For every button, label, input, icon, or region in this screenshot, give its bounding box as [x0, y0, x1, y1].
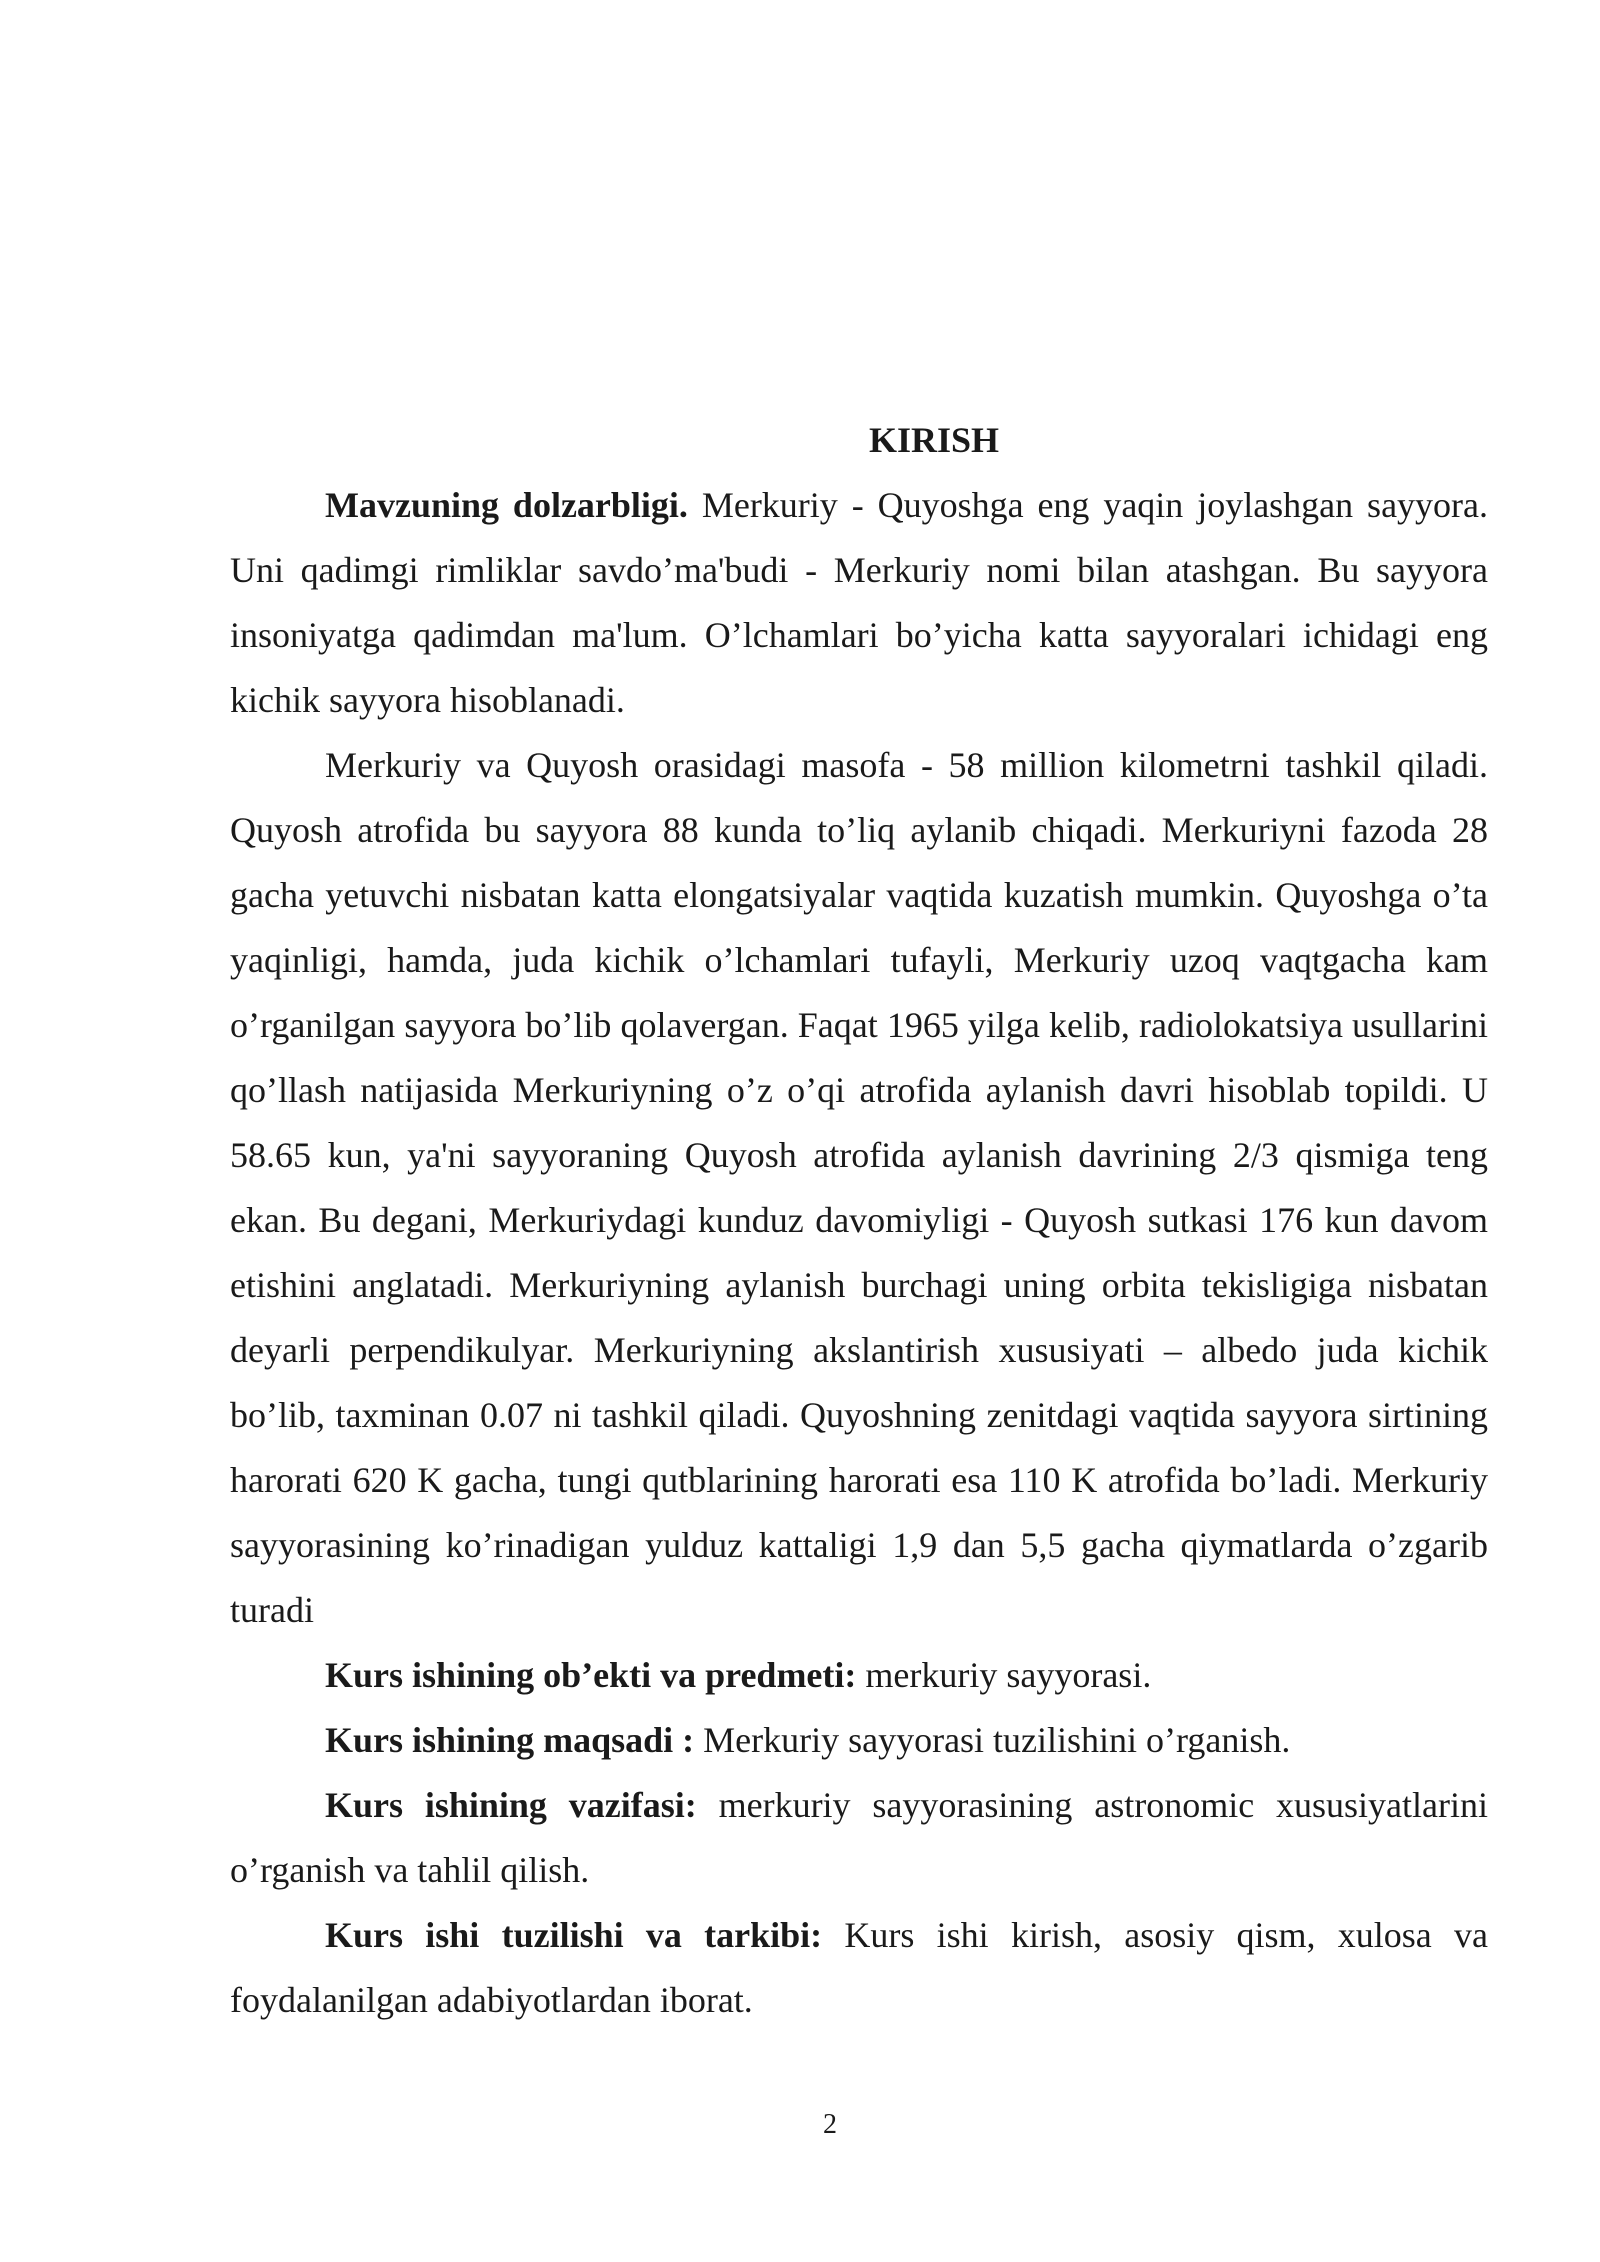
paragraph-relevance: [230, 473, 1488, 733]
paragraph-text: merkuriy sayyorasi.: [856, 1655, 1152, 1695]
page-content: [230, 408, 1488, 2033]
paragraph-text: Merkuriy sayyorasi tuzilishini o’rganish.: [694, 1720, 1291, 1760]
page-number: 2: [823, 2109, 837, 2140]
paragraph-object-subject: [230, 1643, 1488, 1708]
paragraph-text: merkuriy sayyorasining astronomic xususiyatlarini o’rganish va tahlil qilish.: [230, 1785, 1488, 1890]
paragraph-mercury-facts: [230, 733, 1488, 1643]
paragraph-text: Merkuriy - Quyoshga eng yaqin joylashgan sayyora. Uni qadimgi rimliklar savdo’ma'budi - Merkuriy nomi bilan atashgan. Bu sayyora insoniyatga qadimdan ma'lum. O’lchamlari bo’yicha katta sayyoralari ichidagi eng kichik sayyora hisoblanadi.: [230, 485, 1489, 720]
paragraph-lead: Kurs ishining maqsadi :: [325, 1720, 695, 1760]
paragraph-goal: [230, 1708, 1488, 1773]
paragraph-lead: Kurs ishining vazifasi:: [325, 1785, 697, 1825]
paragraph-lead: Mavzuning dolzarbligi.: [325, 485, 688, 525]
paragraph-lead: Kurs ishi tuzilishi va tarkibi:: [325, 1915, 823, 1955]
paragraph-structure: [230, 1903, 1488, 2033]
paragraph-text: Merkuriy va Quyosh orasidagi masofa - 58 million kilometrni tashkil qiladi. Quyosh atrofida bu sayyora 88 kunda to’liq aylanib chiqadi. Merkuriyni fazoda 28 gacha yetuvchi nisbatan katta elongatsiyalar vaqtida kuzatish mumkin. Quyoshga o’ta yaqinligi, hamda, juda kichik o’lchamlari tufayli, Merkuriy uzoq vaqtgacha kam o’rganilgan sayyora bo’lib qolavergan. Faqat 1965 yilga kelib, radiolokatsiya usullarini qo’llash natijasida Merkuriyning o’z o’qi atrofida aylanish davri hisoblab topildi. U 58.65 kun, ya'ni sayyoraning Quyosh atrofida aylanish davrining 2/3 qismiga teng ekan. Bu degani, Merkuriydagi kunduz davomiyligi - Quyosh sutkasi 176 kun davom etishini anglatadi. Merkuriyning aylanish burchagi uning orbita tekisligiga nisbatan deyarli perpendikulyar. Merkuriyning akslantirish xususiyati – albedo juda kichik bo’lib, taxminan 0.07 ni tashkil qiladi. Quyoshning zenitdagi vaqtida sayyora sirtining harorati 620 K gacha, tungi qutblarining harorati esa 110 K atrofida bo’ladi. Merkuriy sayyorasining ko’rinadigan yulduz kattaligi 1,9 dan 5,5 gacha qiymatlarda o’zgarib turadi: [230, 745, 1488, 1630]
page-title: KIRISH: [868, 420, 1000, 460]
paragraph-text: Kurs ishi kirish, asosiy qism, xulosa va foydalanilgan adabiyotlardan iborat.: [230, 1915, 1488, 2020]
paragraph-lead: Kurs ishining ob’ekti va predmeti:: [325, 1655, 857, 1695]
paragraph-tasks: [230, 1773, 1488, 1903]
